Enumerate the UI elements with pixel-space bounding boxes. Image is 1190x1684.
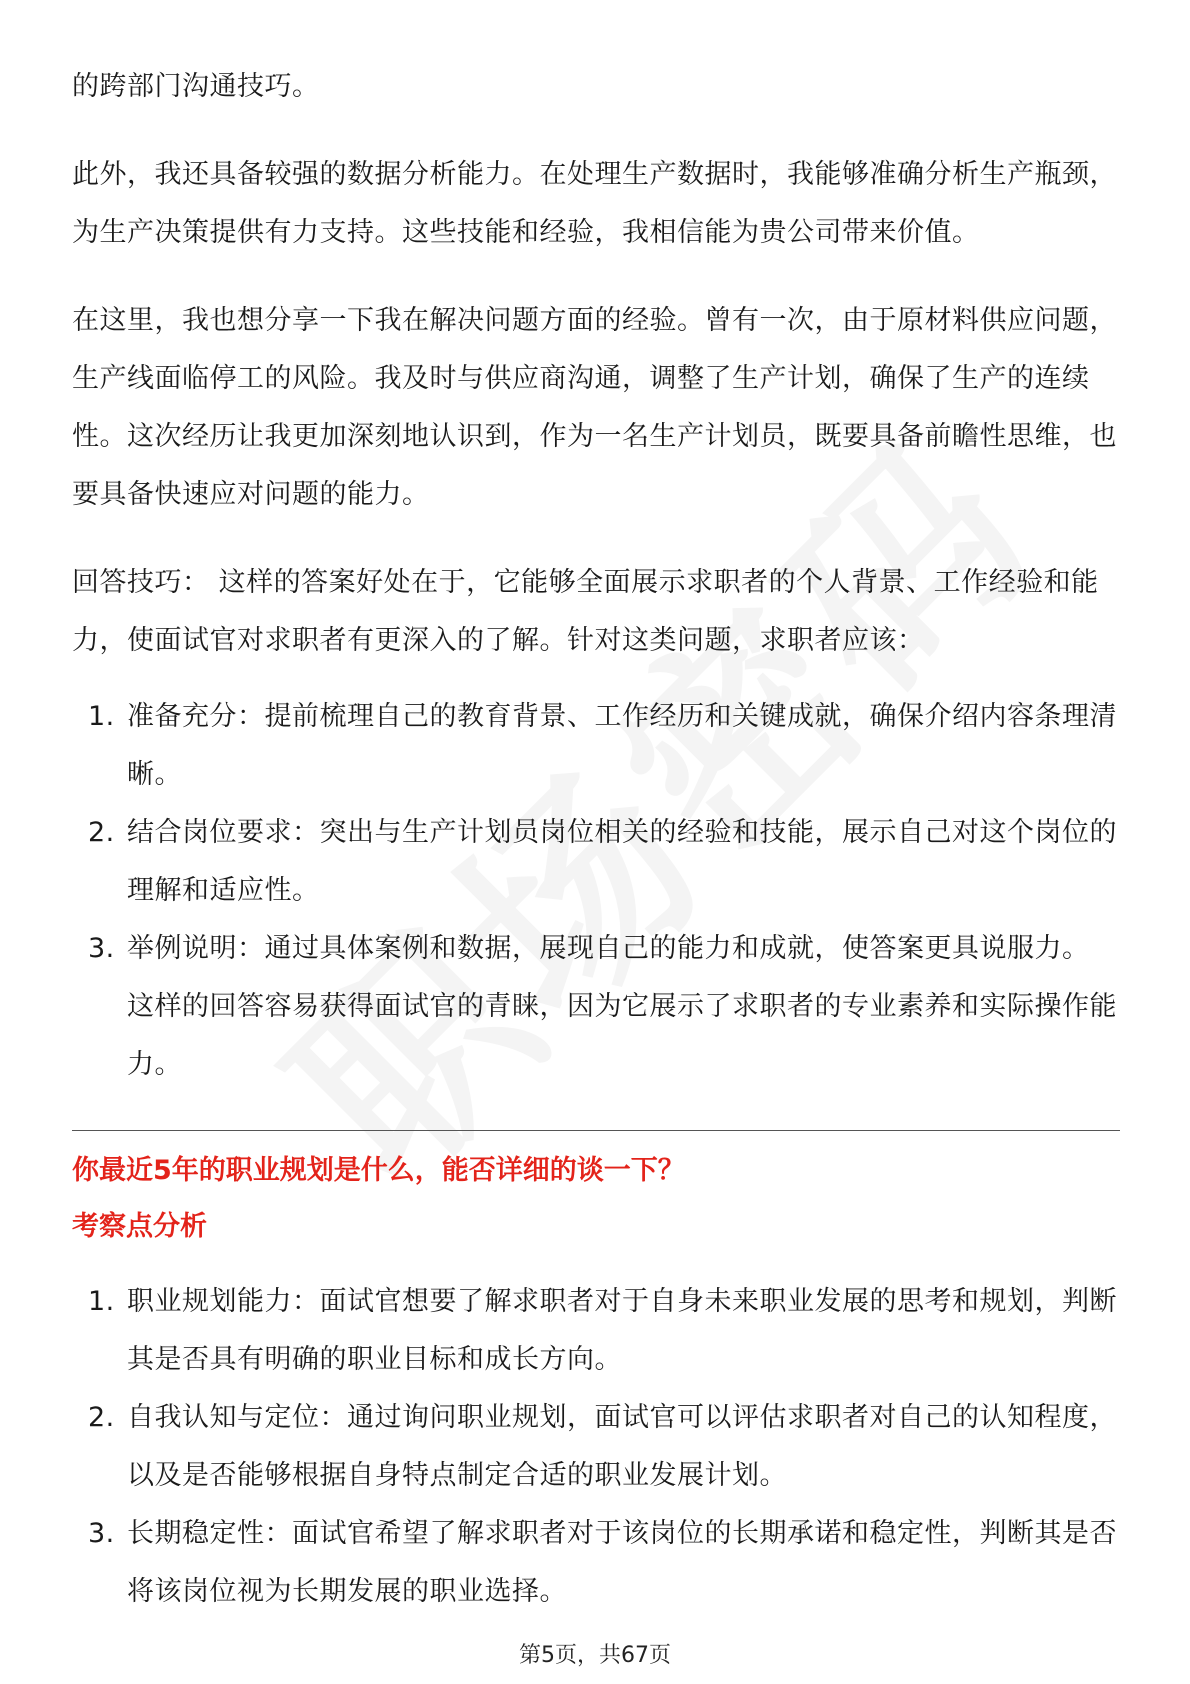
- list-number: 1.: [88, 701, 115, 732]
- list-item-text: 自我认知与定位：通过询问职业规划，面试官可以评估求职者对自己的认知程度，以及是否能够根据自身特点制定合适的职业发展计划。: [127, 1402, 1117, 1491]
- list-number: 2.: [88, 1402, 115, 1433]
- list-number: 1.: [88, 1286, 115, 1317]
- page-content: [72, 58, 1122, 1621]
- page-number-footer: 第5页，共67页: [519, 1643, 671, 1668]
- list-item-text: 结合岗位要求：突出与生产计划员岗位相关的经验和技能，展示自己对这个岗位的理解和适应性。: [127, 817, 1117, 906]
- list-number: 3.: [88, 1518, 115, 1549]
- list-item: [72, 920, 1122, 1094]
- analysis-heading: 考察点分析: [72, 1211, 207, 1242]
- list-item-text: 职业规划能力：面试官想要了解求职者对于自身未来职业发展的思考和规划，判断其是否具有明确的职业目标和成长方向。: [127, 1286, 1117, 1375]
- analysis-list: [72, 1273, 1122, 1621]
- list-item: [72, 1505, 1122, 1621]
- list-number: 3.: [88, 933, 115, 964]
- list-item-text: 长期稳定性：面试官希望了解求职者对于该岗位的长期承诺和稳定性，判断其是否将该岗位视为长期发展的职业选择。: [127, 1518, 1117, 1607]
- list-item: [72, 1389, 1122, 1505]
- list-item: [72, 1273, 1122, 1389]
- list-item: [72, 804, 1122, 920]
- paragraph-1: 的跨部门沟通技巧。: [72, 71, 320, 102]
- paragraph-3: 在这里，我也想分享一下我在解决问题方面的经验。曾有一次，由于原材料供应问题，生产线面临停工的风险。我及时与供应商沟通，调整了生产计划，确保了生产的连续性。这次经历让我更加深刻地认识到，作为一名生产计划员，既要具备前瞻性思维，也要具备快速应对问题的能力。: [72, 305, 1117, 510]
- list-number: 2.: [88, 817, 115, 848]
- list-item-text: 举例说明：通过具体案例和数据，展现自己的能力和成就，使答案更具说服力。 这样的回答容易获得面试官的青睐，因为它展示了求职者的专业素养和实际操作能力。: [127, 933, 1117, 1080]
- tips-list: [72, 688, 1122, 1094]
- answer-tips-intro: 回答技巧： 这样的答案好处在于，它能够全面展示求职者的个人背景、工作经验和能力，使面试官对求职者有更深入的了解。针对这类问题，求职者应该：: [72, 567, 1099, 656]
- section-divider: [72, 1130, 1120, 1131]
- paragraph-2: 此外，我还具备较强的数据分析能力。在处理生产数据时，我能够准确分析生产瓶颈，为生产决策提供有力支持。这些技能和经验，我相信能为贵公司带来价值。: [72, 159, 1117, 248]
- list-item-text: 准备充分：提前梳理自己的教育背景、工作经历和关键成就，确保介绍内容条理清晰。: [127, 701, 1117, 790]
- list-item: [72, 688, 1122, 804]
- question-title: 你最近5年的职业规划是什么，能否详细的谈一下？: [72, 1155, 685, 1186]
